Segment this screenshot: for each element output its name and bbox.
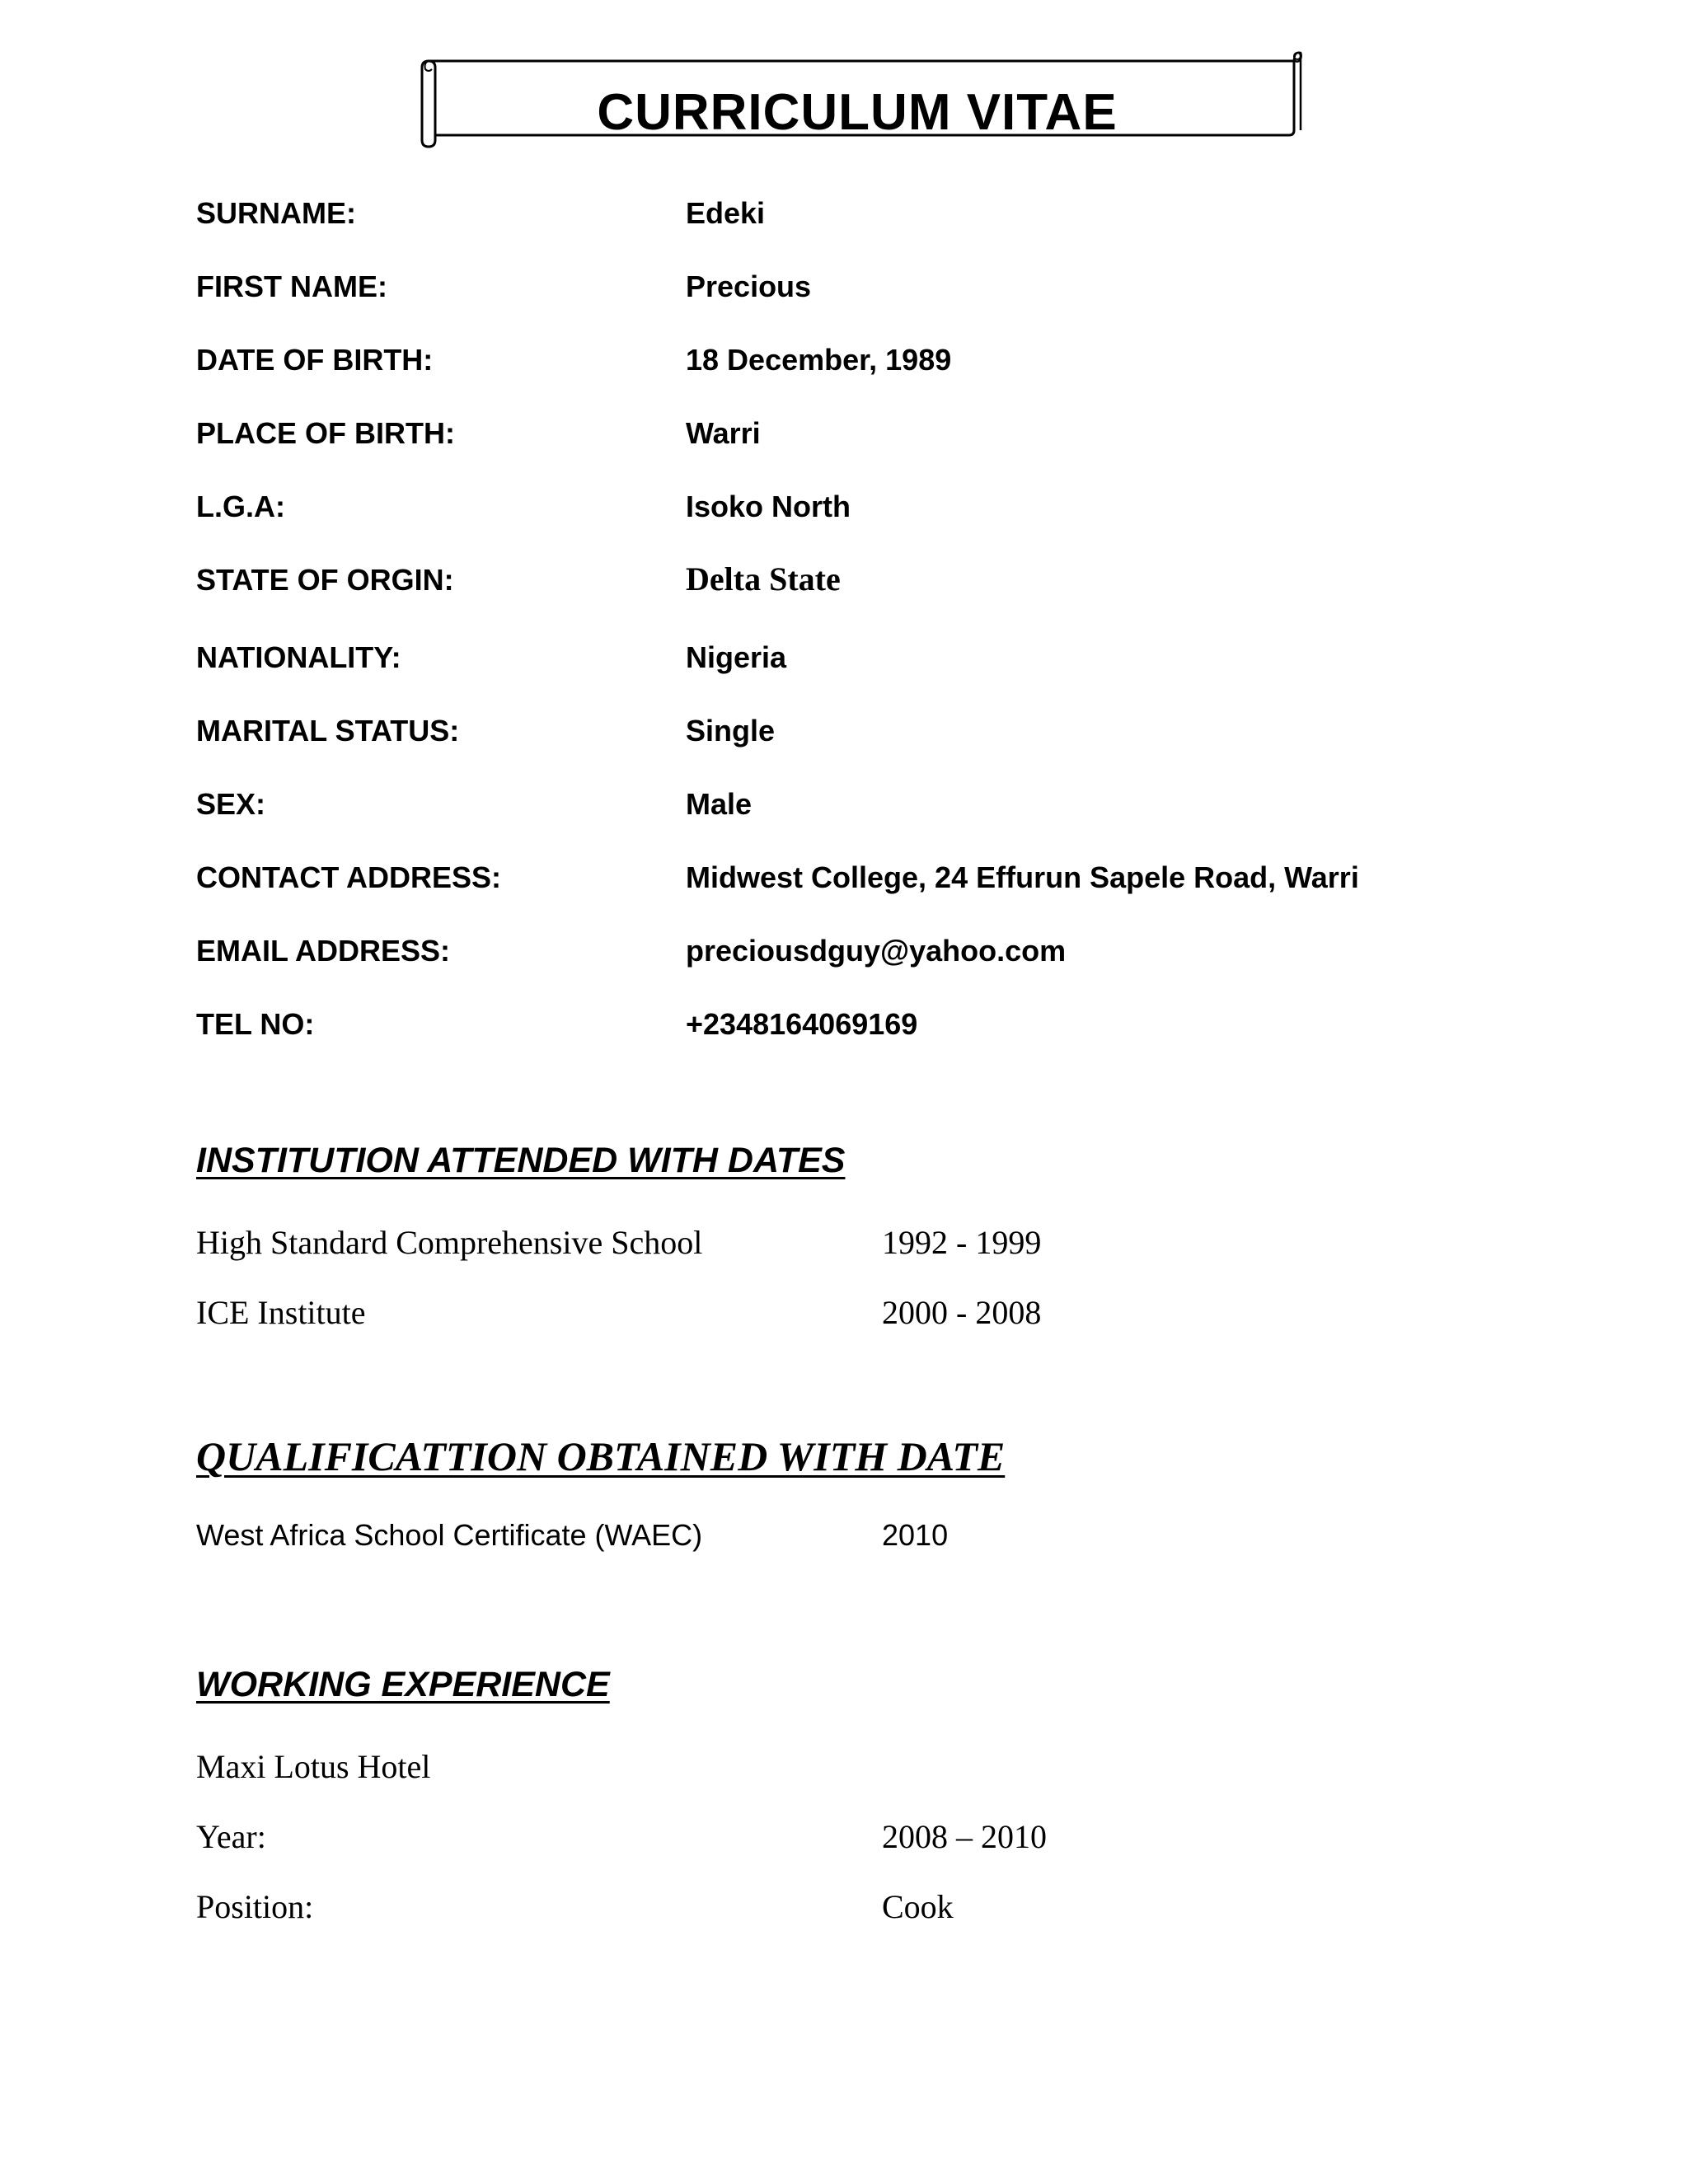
detail-label: MARITAL STATUS: xyxy=(196,714,460,748)
detail-label: TEL NO: xyxy=(196,1007,315,1041)
experience-position-row xyxy=(196,1887,1515,1937)
detail-row-first-name xyxy=(196,260,1515,333)
qualification-date: 2010 xyxy=(882,1518,949,1552)
detail-value: Warri xyxy=(686,416,761,450)
detail-row-marital-status xyxy=(196,704,1515,777)
institution-name: ICE Institute xyxy=(196,1294,366,1331)
detail-label: STATE OF ORGIN: xyxy=(196,563,454,597)
detail-row-lga xyxy=(196,480,1515,553)
detail-value: Delta State xyxy=(686,560,841,598)
personal-details xyxy=(196,186,1515,1071)
detail-value: Edeki xyxy=(686,196,766,230)
experience-employer-row xyxy=(196,1747,1515,1797)
detail-label: DATE OF BIRTH: xyxy=(196,343,434,377)
detail-label: FIRST NAME: xyxy=(196,269,387,303)
detail-value: preciousdguy@yahoo.com xyxy=(686,934,1067,968)
institutions-heading: INSTITUTION ATTENDED WITH DATES xyxy=(196,1141,846,1180)
detail-value: Isoko North xyxy=(686,490,851,523)
detail-value: +2348164069169 xyxy=(686,1007,918,1041)
position-value: Cook xyxy=(882,1888,954,1925)
year-label: Year: xyxy=(196,1818,266,1855)
detail-value: Precious xyxy=(686,269,812,303)
page-title: CURRICULUM VITAE xyxy=(597,84,1118,141)
detail-value: Midwest College, 24 Effurun Sapele Road, Warri xyxy=(686,860,1359,894)
detail-label: SURNAME: xyxy=(196,196,356,230)
institution-dates: 1992 - 1999 xyxy=(882,1224,1042,1261)
qualification-row xyxy=(196,1518,1515,1568)
position-label: Position: xyxy=(196,1888,314,1925)
detail-row-date-of-birth xyxy=(196,333,1515,406)
qualification-name: West Africa School Certificate (WAEC) xyxy=(196,1518,703,1552)
experience-heading: WORKING EXPERIENCE xyxy=(196,1665,610,1704)
detail-row-state-of-origin xyxy=(196,553,1515,630)
detail-label: L.G.A: xyxy=(196,490,285,523)
detail-row-email-address xyxy=(196,924,1515,997)
qualifications-heading: QUALIFICATTION OBTAINED WITH DATE xyxy=(196,1433,1006,1479)
detail-row-contact-address xyxy=(196,851,1515,924)
detail-label: PLACE OF BIRTH: xyxy=(196,416,455,450)
detail-row-place-of-birth xyxy=(196,406,1515,480)
detail-value: Male xyxy=(686,787,753,821)
detail-label: CONTACT ADDRESS: xyxy=(196,860,501,894)
institution-dates: 2000 - 2008 xyxy=(882,1294,1042,1331)
detail-label: SEX: xyxy=(196,787,266,821)
detail-row-sex xyxy=(196,777,1515,851)
detail-row-tel-no xyxy=(196,997,1515,1071)
title-banner xyxy=(412,48,1302,155)
institution-row xyxy=(196,1293,1515,1343)
employer-name: Maxi Lotus Hotel xyxy=(196,1748,431,1785)
detail-value: Single xyxy=(686,714,776,748)
detail-value: Nigeria xyxy=(686,640,787,674)
institution-row xyxy=(196,1223,1515,1272)
year-value: 2008 – 2010 xyxy=(882,1818,1047,1855)
detail-row-surname xyxy=(196,186,1515,260)
experience-year-row xyxy=(196,1817,1515,1867)
detail-value: 18 December, 1989 xyxy=(686,343,952,377)
detail-label: NATIONALITY: xyxy=(196,640,401,674)
detail-row-nationality xyxy=(196,630,1515,704)
institution-name: High Standard Comprehensive School xyxy=(196,1224,703,1261)
detail-label: EMAIL ADDRESS: xyxy=(196,934,451,968)
